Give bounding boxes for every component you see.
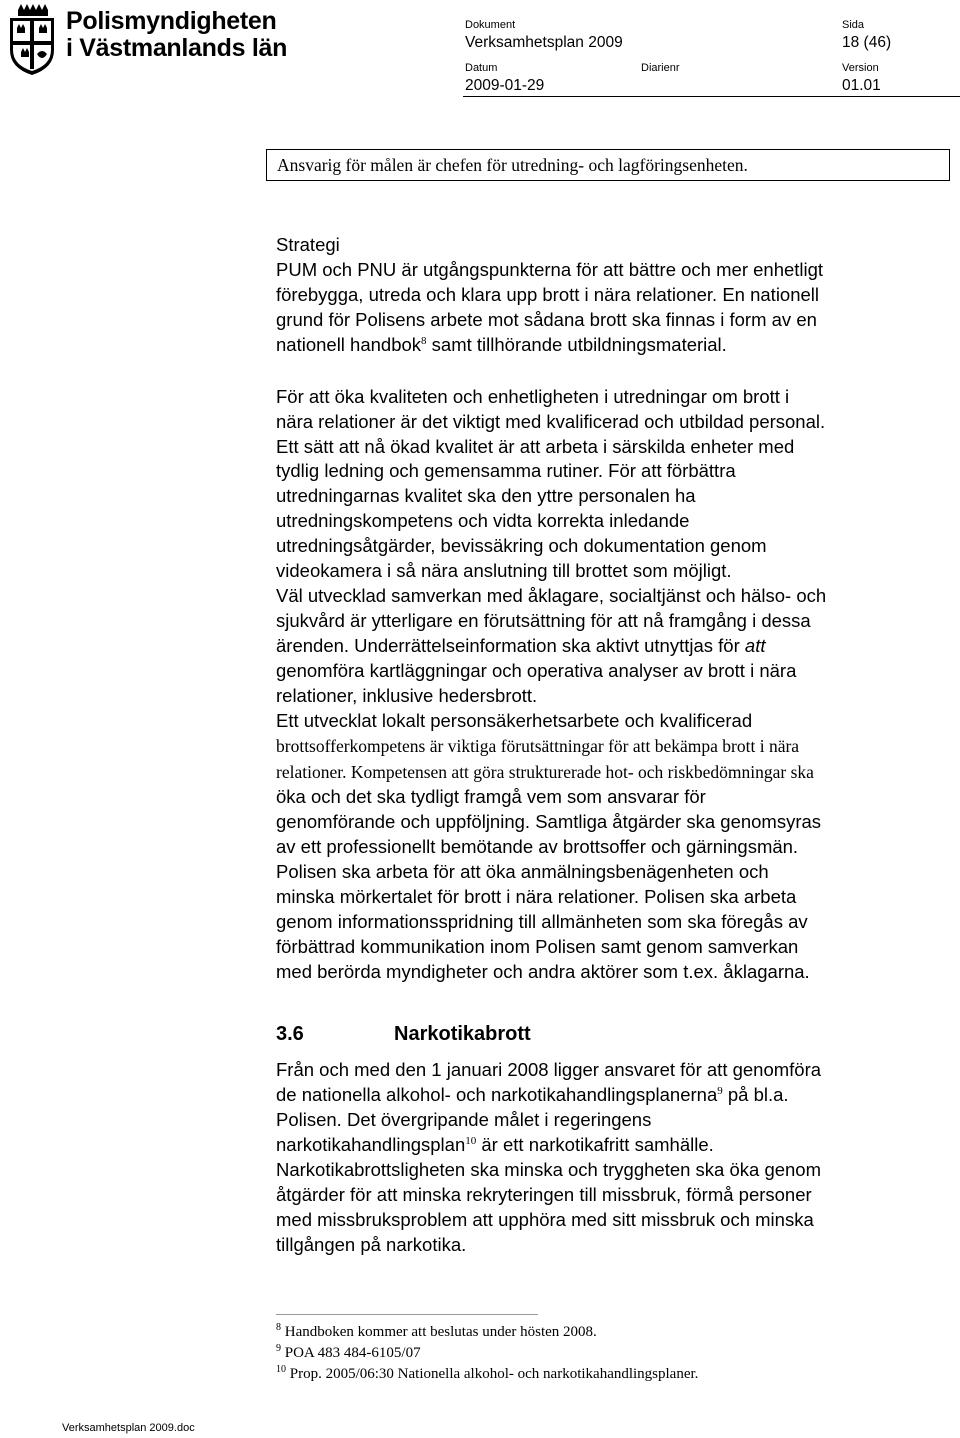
strategy-text: relationer. — [276, 762, 347, 782]
strategy-text: samt tillhörande utbildningsmaterial. — [426, 334, 727, 355]
section-text: är ett narkotikafritt samhälle. — [476, 1134, 714, 1155]
section-number: 3.6 — [276, 1023, 304, 1045]
dokument-label: Dokument — [465, 19, 516, 31]
footnote-text: Prop. 2005/06:30 Nationella alkohol- och narkotikahandlingsplaner. — [286, 1366, 699, 1382]
strategy-line: öka och det ska tydligt framgå vem som ansvarar för — [276, 786, 706, 807]
strategy-text: ärenden. Underrättelseinformation ska aktivt utnyttjas för — [276, 635, 745, 656]
responsibility-box: Ansvarig för målen är chefen för utredning- och lagföringsenheten. — [266, 149, 950, 181]
footnote-9 — [276, 1343, 421, 1363]
section-text: narkotikahandlingsplan — [276, 1134, 466, 1155]
organization-name-line1: Polismyndigheten — [66, 7, 277, 35]
datum-label: Datum — [465, 62, 498, 74]
strategy-line: förbättrad kommunikation inom Polisen samt genom samverkan — [276, 936, 799, 957]
strategy-italic-word: att — [744, 635, 766, 656]
footnote-ref-8[interactable]: 8 — [421, 335, 427, 347]
section-line: Från och med den 1 januari 2008 ligger ansvaret för att genomföra — [276, 1059, 822, 1080]
footnote-number: 9 — [276, 1343, 281, 1354]
section-line: åtgärder för att minska rekryteringen till missbruk, förmå personer — [276, 1184, 812, 1205]
strategy-line: Ett utvecklat lokalt personsäkerhetsarbete och kvalificerad — [276, 710, 753, 731]
strategy-line: av ett professionellt bemötande av brottsoffer och gärningsmän. — [276, 836, 799, 857]
strategy-line: genom informationsspridning till allmänheten som ska föregås av — [276, 911, 808, 932]
strategy-line: Ett sätt att nå ökad kvalitet är att arbeta i särskilda enheter med — [276, 436, 795, 457]
section-heading — [276, 1021, 531, 1047]
strategy-line: utredningskompetens och vidta korrekta inledande — [276, 510, 690, 531]
header-divider — [463, 96, 960, 97]
footnote-text: POA 483 484-6105/07 — [281, 1345, 421, 1361]
strategy-line: brottsofferkompetens är viktiga förutsättningar för att bekämpa brott i nära — [276, 736, 800, 756]
section-text: de nationella alkohol- och narkotikahandlingsplanerna — [276, 1084, 718, 1105]
dokument-value: Verksamhetsplan 2009 — [465, 34, 623, 51]
sida-label: Sida — [842, 19, 865, 31]
strategy-line — [276, 333, 727, 357]
footnote-number: 8 — [276, 1322, 281, 1333]
version-label: Version — [842, 62, 879, 74]
footnote-divider — [276, 1314, 538, 1315]
sida-value: 18 (46) — [842, 34, 892, 51]
strategy-line: tydlig ledning och gemensamma rutiner. För att förbättra — [276, 460, 736, 481]
strategy-line: Polisen ska arbeta för att öka anmälningsbenägenheten och — [276, 861, 769, 882]
police-logo — [4, 4, 288, 76]
strategy-line — [276, 760, 814, 784]
strategy-line: relationer, inklusive hedersbrott. — [276, 685, 538, 706]
version-value: 01.01 — [842, 77, 881, 94]
footer-filename: Verksamhetsplan 2009.doc — [62, 1422, 195, 1434]
strategy-heading: Strategi — [276, 234, 340, 255]
strategy-line: PUM och PNU är utgångspunkterna för att bättre och mer enhetligt — [276, 259, 824, 280]
strategy-line: För att öka kvaliteten och enhetligheten i utredningar om brott i — [276, 386, 790, 407]
footnote-10 — [276, 1364, 698, 1384]
section-line: Narkotikabrottsligheten ska minska och tryggheten ska öka genom — [276, 1159, 822, 1180]
section-line: med missbruksproblem att upphöra med sitt missbruk och minska — [276, 1209, 814, 1230]
organization-name-line2: i Västmanlands län — [66, 34, 288, 62]
footnote-text: Handboken kommer att beslutas under hösten 2008. — [281, 1324, 597, 1340]
strategy-line: genomförande och uppföljning. Samtliga åtgärder ska genomsyras — [276, 811, 822, 832]
footnote-ref-9[interactable]: 9 — [717, 1085, 723, 1097]
strategy-line: utredningsåtgärder, bevissäkring och dokumentation genom — [276, 535, 767, 556]
section-text: på bl.a. — [722, 1084, 789, 1105]
section-line: Polisen. Det övergripande målet i regeringens — [276, 1109, 652, 1130]
section-line: tillgången på narkotika. — [276, 1234, 467, 1255]
strategy-line: Väl utvecklad samverkan med åklagare, socialtjänst och hälso- och — [276, 585, 827, 606]
section-title: Narkotikabrott — [394, 1023, 531, 1045]
strategy-line: minska mörkertalet för brott i nära relationer. Polisen ska arbeta — [276, 886, 797, 907]
diarienr-label: Diarienr — [641, 62, 680, 74]
section-line — [276, 1133, 714, 1157]
section-line — [276, 1083, 789, 1107]
strategy-text: nationell handbok — [276, 334, 422, 355]
strategy-line: utredningarnas kvalitet ska den yttre personalen ha — [276, 485, 696, 506]
strategy-line: förebygga, utreda och klara upp brott i nära relationer. En nationell — [276, 284, 820, 305]
strategy-line: grund för Polisens arbete mot sådana brott ska finnas i form av en — [276, 309, 817, 330]
footnote-ref-10[interactable]: 10 — [465, 1135, 477, 1147]
crest-icon — [4, 4, 60, 76]
strategy-line: nära relationer är det viktigt med kvalificerad och utbildad personal. — [276, 411, 826, 432]
strategy-line: sjukvård är ytterligare en förutsättning för att nå framgång i dessa — [276, 610, 811, 631]
footnote-8 — [276, 1322, 597, 1342]
footnote-number: 10 — [276, 1364, 286, 1375]
strategy-line: genomföra kartläggningar och operativa analyser av brott i nära — [276, 660, 797, 681]
strategy-text: Kompetensen att göra strukturerade hot- och riskbedömningar ska — [346, 762, 814, 782]
strategy-line: med berörda myndigheter och andra aktörer som t.ex. åklagarna. — [276, 961, 810, 982]
datum-value: 2009-01-29 — [465, 77, 545, 94]
strategy-line: videokamera i så nära anslutning till brottet som möjligt. — [276, 560, 732, 581]
strategy-line — [276, 634, 765, 658]
